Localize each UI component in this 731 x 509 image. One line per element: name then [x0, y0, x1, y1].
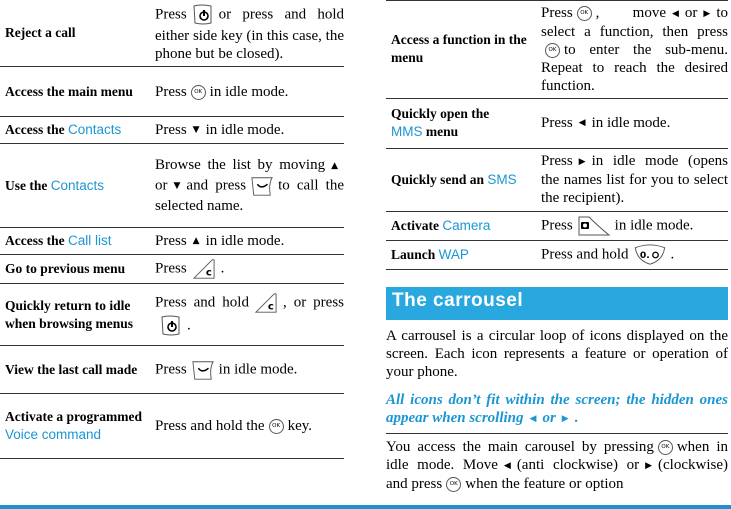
row-action — [386, 240, 541, 269]
mms-link: MMS — [391, 124, 423, 140]
c-key-icon — [191, 258, 217, 280]
para-text: when in idle mode. Move — [386, 439, 728, 473]
desc-text: . — [670, 246, 675, 262]
desc-text: Press — [155, 121, 187, 138]
ok-key-icon: OK — [545, 43, 560, 58]
up-arrow-icon: ▲ — [192, 236, 200, 247]
ok-key-icon: OK — [446, 477, 461, 492]
shortcuts-table-left — [0, 0, 344, 459]
right-arrow-icon: ▶ — [703, 8, 711, 19]
desc-text: in idle mode. — [205, 121, 285, 138]
left-arrow-icon: ◀ — [671, 8, 679, 19]
row-desc — [155, 346, 344, 394]
row-action — [0, 117, 155, 144]
row-desc — [155, 284, 344, 346]
row-desc — [541, 1, 728, 99]
row-desc — [155, 144, 344, 228]
desc-text: , move — [595, 5, 666, 21]
row-desc — [541, 98, 728, 148]
note-text: or — [542, 410, 556, 426]
row-desc — [541, 240, 728, 269]
desc-text: Browse the list by moving — [155, 157, 326, 174]
sms-link: SMS — [487, 171, 517, 187]
end-key-icon — [159, 314, 183, 338]
shortcuts-table-right — [386, 0, 728, 270]
voice-command-link: Voice command — [5, 427, 102, 442]
divider — [386, 433, 728, 434]
row-desc — [541, 211, 728, 240]
row-desc — [155, 228, 344, 255]
desc-text: in idle mode. — [614, 217, 694, 233]
row-action: Go to previous menu — [0, 255, 155, 284]
row-desc — [155, 0, 344, 67]
ok-key-icon: OK — [191, 85, 206, 100]
para-text: (clockwise) and press — [386, 457, 728, 492]
desc-text: in idle mode. — [218, 360, 298, 377]
desc-text: Press — [155, 83, 187, 100]
wap-link: WAP — [438, 246, 469, 262]
desc-text: Press and hold — [155, 293, 249, 310]
section-title: The carrousel — [392, 290, 524, 311]
left-arrow-icon: ◀ — [578, 118, 586, 129]
row-action: Quickly return to idle when browsing menus — [0, 284, 155, 346]
desc-text: to call the selected name. — [155, 177, 344, 214]
desc-text: key. — [287, 418, 313, 434]
end-key-icon — [191, 3, 215, 27]
desc-text: Press and hold the — [155, 418, 265, 434]
carrousel-intro-paragraph: A carrousel is a circular loop of icons displayed on the screen. Each icon represents a feature or operation of your phone. — [386, 328, 728, 380]
desc-text: Press — [155, 260, 187, 277]
desc-text: in idle mode. — [205, 232, 285, 249]
desc-text: to select a function, then press — [541, 5, 728, 40]
desc-text: Press — [155, 232, 187, 249]
row-action: Access the main menu — [0, 67, 155, 117]
action-text: menu — [425, 124, 459, 140]
desc-text: or — [684, 5, 698, 21]
up-arrow-icon: ▲ — [331, 160, 338, 171]
left-arrow-icon: ◀ — [503, 460, 511, 471]
action-text: Access the — [5, 122, 65, 137]
desc-text: Press — [541, 217, 573, 233]
row-action — [386, 98, 541, 148]
desc-text: Press — [155, 360, 187, 377]
row-action: Access a function in the menu — [386, 1, 541, 99]
desc-text: Press and hold — [541, 246, 629, 262]
para-text: when the feature or option — [465, 475, 624, 492]
desc-text: in idle mode (opens the names list for you to select the recipient). — [541, 153, 728, 206]
desc-text: Press — [541, 114, 573, 131]
footer-bar — [0, 505, 731, 509]
carrousel-access-paragraph — [386, 438, 728, 493]
row-action — [0, 228, 155, 255]
action-text: Activate a programmed — [5, 409, 142, 424]
row-action: Reject a call — [0, 0, 155, 67]
desc-text: Press — [541, 5, 573, 21]
row-action — [0, 144, 155, 228]
contacts-link: Contacts — [50, 177, 105, 193]
send-key-icon — [250, 175, 274, 197]
down-arrow-icon: ▼ — [173, 180, 181, 191]
note-text: . — [574, 410, 579, 426]
call-list-link: Call list — [67, 233, 112, 248]
desc-text: or press and hold either side key (in this case, the phone but be closed). — [155, 6, 344, 62]
desc-text: . — [187, 316, 191, 333]
row-action: View the last call made — [0, 346, 155, 394]
camera-link: Camera — [442, 217, 491, 233]
row-action — [386, 211, 541, 240]
desc-text: or — [155, 177, 168, 194]
row-desc — [155, 394, 344, 459]
action-text: Quickly open the — [391, 106, 490, 122]
para-text: (anti clockwise) or — [516, 457, 640, 473]
right-arrow-icon: ▶ — [645, 460, 653, 471]
camera-key-icon — [577, 215, 611, 237]
action-text: Launch — [391, 246, 436, 262]
row-desc — [155, 67, 344, 117]
action-text: Activate — [391, 217, 439, 233]
row-action — [386, 148, 541, 211]
row-desc — [155, 117, 344, 144]
ok-key-icon: OK — [577, 6, 592, 21]
ok-key-icon: OK — [658, 440, 673, 455]
right-arrow-icon: ▶ — [578, 156, 586, 167]
down-arrow-icon: ▼ — [192, 125, 200, 136]
c-key-icon — [253, 292, 279, 314]
desc-text: in idle mode. — [209, 83, 289, 100]
note-text: All icons don’t fit within the screen; the hidden ones appear when scrolling — [386, 392, 728, 426]
ok-key-icon: OK — [269, 419, 284, 434]
action-text: Quickly send an — [391, 171, 485, 187]
right-arrow-icon: ▶ — [561, 413, 569, 424]
desc-text: and press — [186, 177, 247, 194]
para-text: You access the main carousel by pressing — [386, 439, 654, 455]
row-desc — [541, 148, 728, 211]
desc-text: in idle mode. — [591, 114, 671, 131]
row-action — [0, 394, 155, 459]
zero-key-icon — [633, 244, 667, 266]
desc-text: to enter the sub-menu. Repeat to reach the desired function. — [541, 41, 728, 94]
desc-text: Press — [541, 153, 573, 170]
desc-text: Press — [155, 6, 187, 23]
send-key-icon — [191, 359, 215, 381]
row-desc — [155, 255, 344, 284]
desc-text: , or press — [282, 293, 345, 310]
action-text: Access the — [5, 233, 65, 248]
contacts-link: Contacts — [67, 122, 122, 137]
left-arrow-icon: ◀ — [529, 413, 537, 424]
desc-text: . — [220, 260, 225, 277]
carrousel-note — [386, 391, 728, 428]
action-text: Use the — [5, 177, 48, 193]
